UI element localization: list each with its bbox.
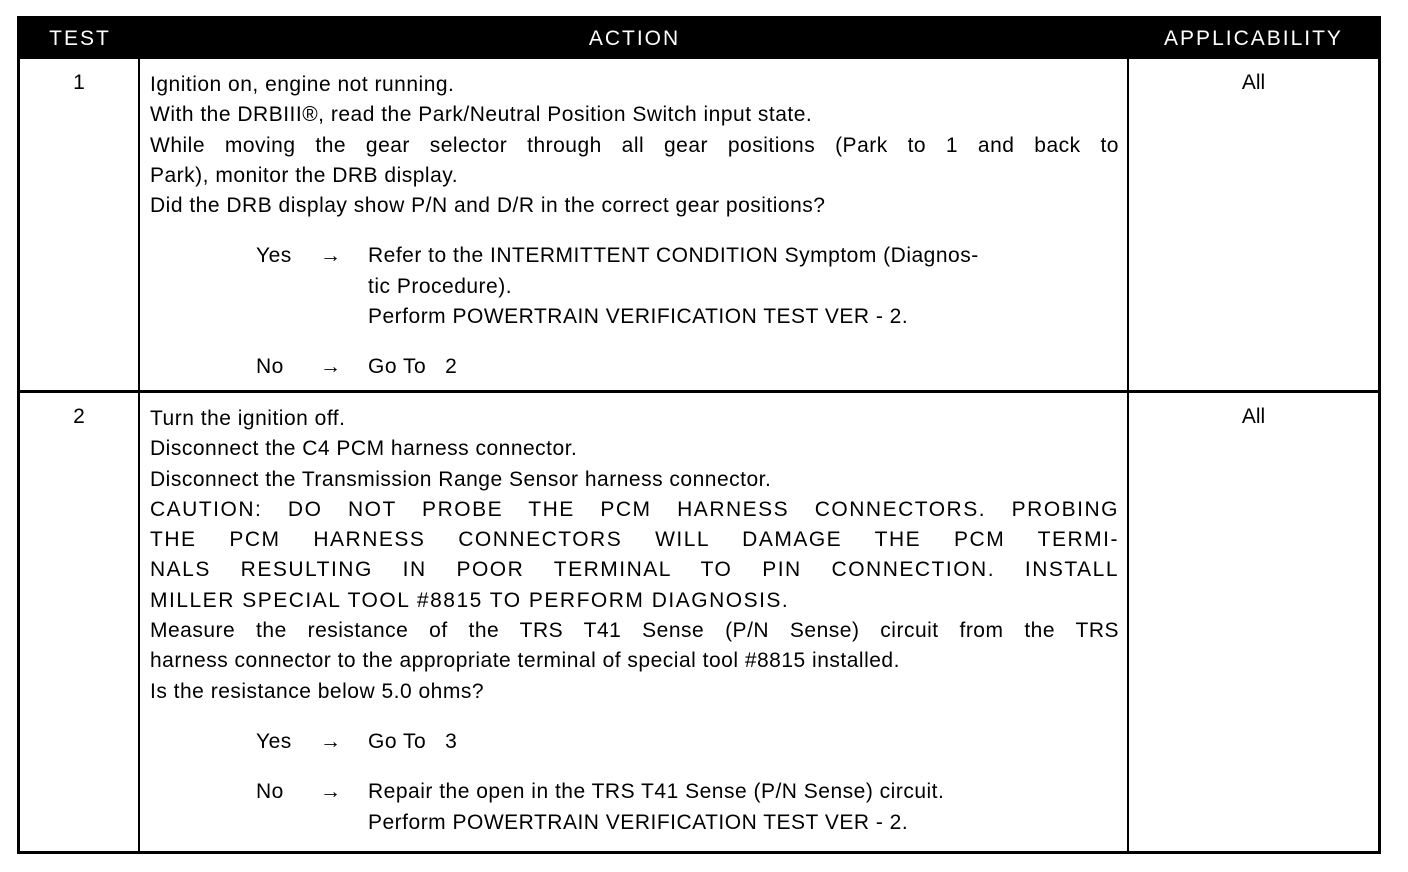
test-number-1: 1 [20, 59, 140, 393]
yes-result [368, 241, 1119, 332]
arrow-icon: → [320, 244, 342, 268]
result-line: Perform POWERTRAIN VERIFICATION TEST VER - 2. [368, 810, 909, 834]
action-line: While moving the gear selector through all gear positions (Park to 1 and back to [150, 133, 1119, 157]
no-result [368, 352, 1119, 382]
header-test: TEST [20, 19, 140, 59]
action-cell-2 [140, 393, 1129, 851]
action-line: Is the resistance below 5.0 ohms? [150, 679, 485, 703]
action-line: With the DRBIII®, read the Park/Neutral Position Switch input state. [150, 103, 813, 127]
action-line: Disconnect the Transmission Range Sensor harness connector. [150, 467, 772, 491]
no-label: No [256, 780, 284, 804]
no-result [368, 777, 1119, 838]
yes-label: Yes [256, 244, 292, 268]
action-line: harness connector to the appropriate terminal of special tool #8815 installed. [150, 649, 900, 673]
action-line: Ignition on, engine not running. [150, 73, 455, 96]
action-line: Measure the resistance of the TRS T41 Sense (P/N Sense) circuit from the TRS [150, 619, 1119, 643]
yes-outcome [150, 241, 1119, 332]
result-line: Go To 2 [368, 355, 458, 379]
action-line: Disconnect the C4 PCM harness connector. [150, 437, 578, 461]
result-line: Perform POWERTRAIN VERIFICATION TEST VER - 2. [368, 305, 909, 329]
yes-outcome [150, 727, 1119, 757]
arrow-icon: → [320, 780, 342, 804]
test-number-2: 2 [20, 393, 140, 851]
caution-line: NALS RESULTING IN POOR TERMINAL TO PIN CONNECTION. INSTALL [150, 558, 1119, 582]
result-line: Repair the open in the TRS T41 Sense (P/N Sense) circuit. [368, 780, 945, 804]
result-line: Refer to the INTERMITTENT CONDITION Symptom (Diagnos- [368, 244, 979, 268]
header-applicability: APPLICABILITY [1129, 19, 1378, 59]
applicability-2: All [1241, 405, 1266, 428]
applicability-1: All [1129, 59, 1378, 393]
diagnostic-test-table [17, 16, 1381, 854]
caution-line: THE PCM HARNESS CONNECTORS WILL DAMAGE THE PCM TERMI- [150, 528, 1119, 552]
action-line: Did the DRB display show P/N and D/R in the correct gear positions? [150, 194, 826, 218]
action-line: Turn the ignition off. [150, 407, 346, 430]
no-label: No [256, 355, 284, 379]
yes-label: Yes [256, 729, 292, 753]
arrow-icon: → [320, 729, 342, 753]
no-outcome [150, 352, 1119, 382]
no-outcome [150, 777, 1119, 838]
arrow-icon: → [320, 355, 342, 379]
result-line: Go To 3 [368, 729, 458, 753]
action-cell-1 [140, 59, 1129, 393]
caution-line: MILLER SPECIAL TOOL #8815 TO PERFORM DIAGNOSIS. [150, 588, 790, 612]
caution-line: CAUTION: DO NOT PROBE THE PCM HARNESS CONNECTORS. PROBING [150, 497, 1119, 521]
yes-result [368, 727, 1119, 757]
action-line: Park), monitor the DRB display. [150, 163, 459, 187]
header-action: ACTION [140, 19, 1129, 59]
result-line: tic Procedure). [368, 274, 513, 298]
